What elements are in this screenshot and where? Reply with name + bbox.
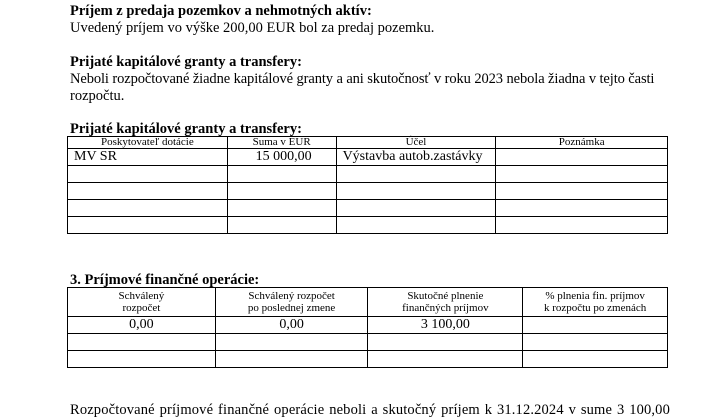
table-cell <box>336 183 496 200</box>
table-cell <box>68 183 228 200</box>
table-cell: 15 000,00 <box>227 149 336 166</box>
table-cell <box>496 166 668 183</box>
table-cell <box>496 183 668 200</box>
table-cell <box>68 166 228 183</box>
table-cell <box>227 183 336 200</box>
table-row <box>68 334 668 351</box>
table-cell: 0,00 <box>68 317 216 334</box>
asset-sale-text: Uvedený príjem vo výške 200,00 EUR bol za predaj pozemku. <box>70 20 435 36</box>
table-cell <box>68 217 228 234</box>
table-cell <box>68 351 216 368</box>
table-header-row <box>68 288 668 317</box>
table-cell: MV SR <box>68 149 228 166</box>
table-cell <box>496 149 668 166</box>
table-cell <box>227 166 336 183</box>
table-cell <box>227 200 336 217</box>
table-row <box>68 351 668 368</box>
table-cell <box>336 217 496 234</box>
table-cell <box>368 351 523 368</box>
column-header: Účel <box>336 137 496 149</box>
column-header: Poskytovateľ dotácie <box>68 137 228 149</box>
table-cell <box>523 351 668 368</box>
grants-table-heading: Prijaté kapitálové granty a transfery: <box>70 121 302 137</box>
capital-grants-text-line2: rozpočtu. <box>70 88 125 104</box>
table-cell: 0,00 <box>215 317 368 334</box>
column-header: Schválený rozpočet po poslednej zmene <box>215 288 368 317</box>
column-header: % plnenia fin. príjmov k rozpočtu po zmenách <box>523 288 668 317</box>
table-cell <box>215 334 368 351</box>
asset-sale-heading: Príjem z predaja pozemkov a nehmotných aktív: <box>70 3 372 19</box>
table-row <box>68 317 668 334</box>
column-header: Suma v EUR <box>227 137 336 149</box>
table-cell <box>68 334 216 351</box>
table-cell: Výstavba autob.zastávky <box>336 149 496 166</box>
table-cell <box>496 200 668 217</box>
table-row <box>68 183 668 200</box>
column-header: Poznámka <box>496 137 668 149</box>
table-row <box>68 166 668 183</box>
capital-grants-text-line1: Neboli rozpočtované žiadne kapitálové granty a ani skutočnosť v roku 2023 nebola žiadna v tejto časti <box>70 71 655 87</box>
table-header-row <box>68 137 668 149</box>
table-row <box>68 149 668 166</box>
table-cell <box>227 217 336 234</box>
financial-ops-table <box>67 287 668 368</box>
footer-text: Rozpočtované príjmové finančné operácie neboli a skutočný príjem k 31.12.2024 v sume 3 100,00 <box>70 402 670 418</box>
table-cell <box>336 166 496 183</box>
table-cell <box>523 334 668 351</box>
capital-grants-heading: Prijaté kapitálové granty a transfery: <box>70 54 302 70</box>
table-cell <box>215 351 368 368</box>
table-cell <box>496 217 668 234</box>
table-cell <box>68 200 228 217</box>
table-cell <box>523 317 668 334</box>
table-cell <box>336 200 496 217</box>
financial-ops-heading: 3. Príjmové finančné operácie: <box>70 272 260 288</box>
table-cell <box>368 334 523 351</box>
grants-table <box>67 136 668 234</box>
table-row <box>68 200 668 217</box>
table-cell: 3 100,00 <box>368 317 523 334</box>
column-header: Skutočné plnenie finančných príjmov <box>368 288 523 317</box>
column-header: Schválený rozpočet <box>68 288 216 317</box>
table-row <box>68 217 668 234</box>
